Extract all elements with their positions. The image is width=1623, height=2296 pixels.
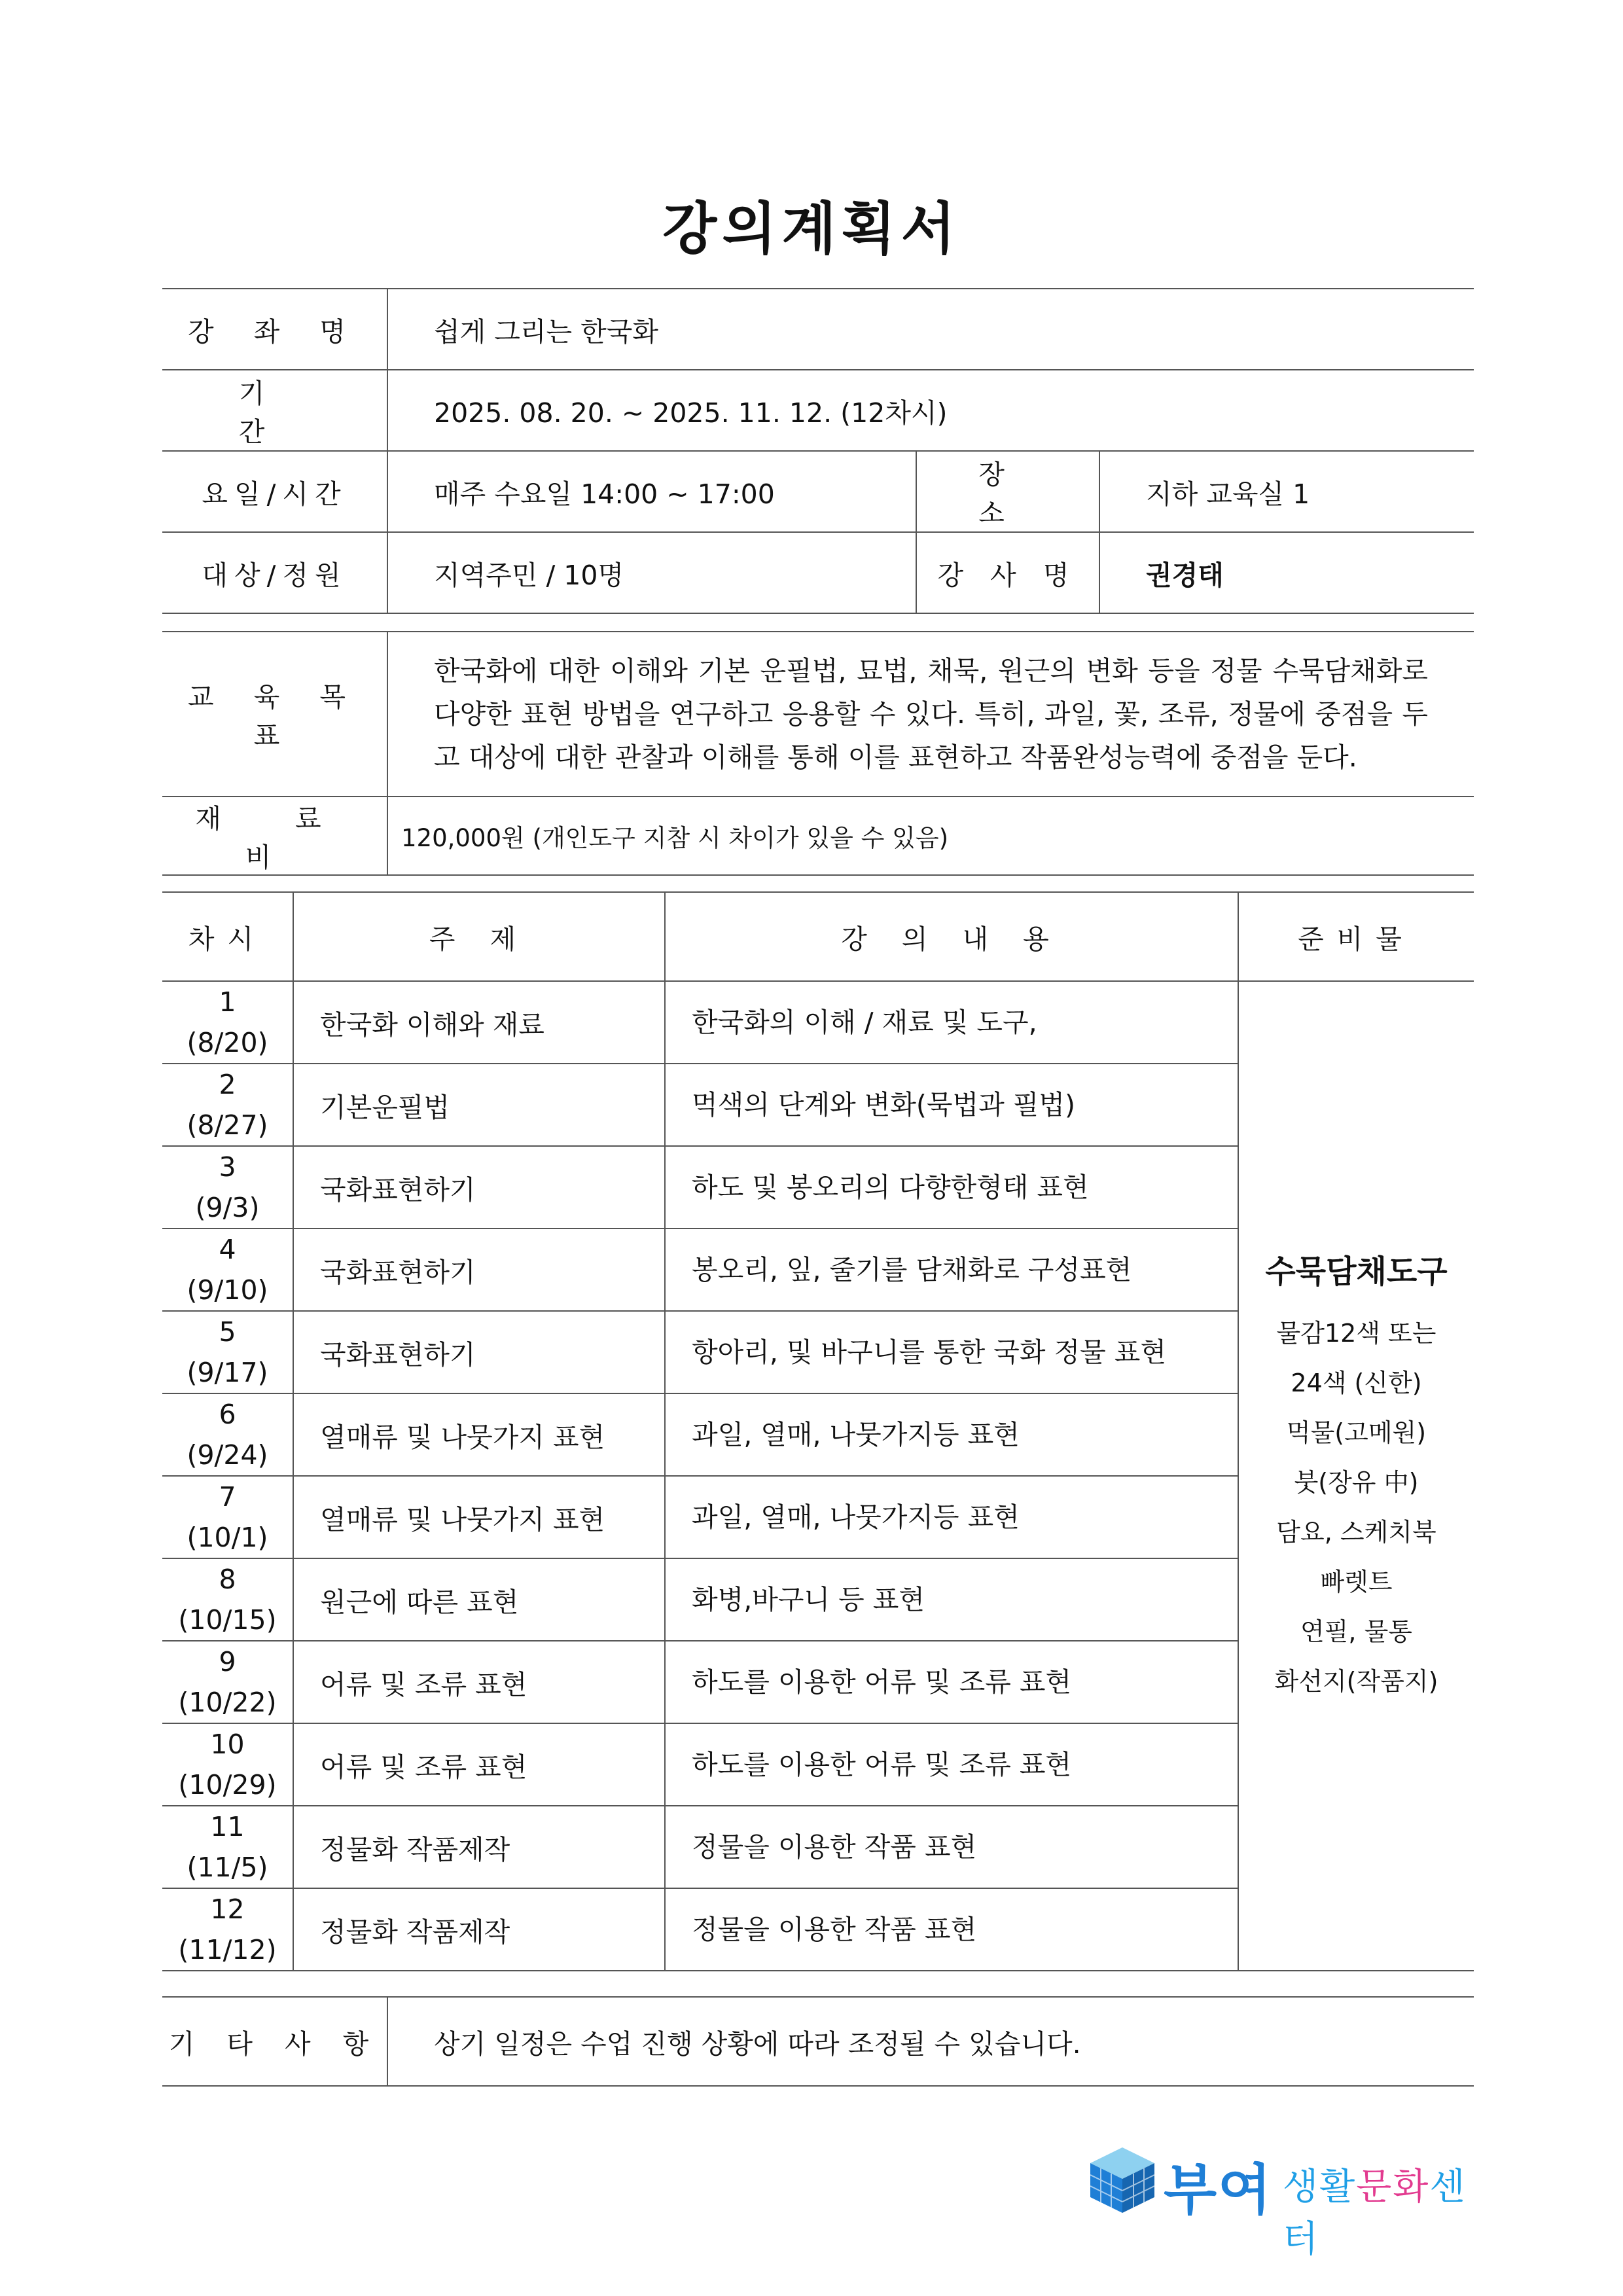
session-topic: 열매류 및 나뭇가지 표현 xyxy=(293,1476,665,1558)
prep-item: 연필, 물통 xyxy=(1300,1617,1412,1646)
session-no: 6 (9/24) xyxy=(162,1393,293,1476)
session-no: 3 (9/3) xyxy=(162,1146,293,1229)
session-topic: 국화표현하기 xyxy=(293,1311,665,1393)
place-label: 장 소 xyxy=(916,451,1099,532)
period-value: 2025. 08. 20. ~ 2025. 11. 12. (12차시) xyxy=(387,370,1474,451)
session-no: 10 (10/29) xyxy=(162,1723,293,1806)
course-label: 강 좌 명 xyxy=(162,289,387,370)
session-no: 2 (8/27) xyxy=(162,1064,293,1146)
goal-table xyxy=(162,631,1474,876)
target-label: 대상/정원 xyxy=(162,532,387,613)
course-name: 쉽게 그리는 한국화 xyxy=(387,289,1474,370)
goal-text: 한국화에 대한 이해와 기본 운필법, 묘법, 채묵, 원근의 변화 등을 정물 수묵담채화로 다양한 표현 방법을 연구하고 응용할 수 있다. 특히, 과일, 꽃, 조류, 정물에 중점을 두고 대상에 대한 관찰과 이해를 통해 이를 표현하고 작품완성능력에 중점을 둔다. xyxy=(387,632,1474,797)
session-no: 12 (11/12) xyxy=(162,1888,293,1971)
session-content: 항아리, 및 바구니를 통한 국화 정물 표현 xyxy=(665,1311,1238,1393)
session-no: 9 (10/22) xyxy=(162,1641,293,1723)
etc-note: 상기 일정은 수업 진행 상황에 따라 조정될 수 있습니다. xyxy=(387,1997,1474,2086)
prep-item: 붓(장유 中) xyxy=(1294,1467,1419,1497)
target-value: 지역주민 / 10명 xyxy=(387,532,916,613)
header-topic: 주 제 xyxy=(293,892,665,981)
schedule-table xyxy=(162,891,1474,1971)
place-value: 지하 교육실 1 xyxy=(1099,451,1474,532)
session-topic: 어류 및 조류 표현 xyxy=(293,1723,665,1806)
session-no: 4 (9/10) xyxy=(162,1229,293,1311)
table-row xyxy=(162,981,1474,1064)
material-label: 재 료 비 xyxy=(162,797,387,875)
session-content: 과일, 열매, 나뭇가지등 표현 xyxy=(665,1393,1238,1476)
session-topic: 국화표현하기 xyxy=(293,1146,665,1229)
prep-item: 빠렛트 xyxy=(1320,1567,1393,1596)
teacher-label: 강 사 명 xyxy=(916,532,1099,613)
session-topic: 국화표현하기 xyxy=(293,1229,665,1311)
session-content: 정물을 이용한 작품 표현 xyxy=(665,1888,1238,1971)
session-content: 하도를 이용한 어류 및 조류 표현 xyxy=(665,1641,1238,1723)
cube-logo-icon xyxy=(1086,2144,1158,2215)
course-info-table xyxy=(162,288,1474,614)
document-title: 강의계획서 xyxy=(662,196,961,262)
prep-item: 24색 (신한) xyxy=(1291,1368,1422,1397)
session-no: 7 (10/1) xyxy=(162,1476,293,1558)
etc-table xyxy=(162,1996,1474,2087)
header-prep: 준비물 xyxy=(1238,892,1474,981)
session-content: 하도 및 봉오리의 다향한형태 표현 xyxy=(665,1146,1238,1229)
prep-item: 물감12색 또는 xyxy=(1276,1318,1436,1348)
logo-brand: 부여 xyxy=(1164,2158,1273,2222)
time-label: 요일/시간 xyxy=(162,451,387,532)
prep-item: 담요, 스케치북 xyxy=(1276,1517,1436,1547)
session-content: 화병,바구니 등 표현 xyxy=(665,1558,1238,1641)
session-no: 8 (10/15) xyxy=(162,1558,293,1641)
session-no: 11 (11/5) xyxy=(162,1806,293,1888)
session-content: 하도를 이용한 어류 및 조류 표현 xyxy=(665,1723,1238,1806)
goal-label: 교 육 목 표 xyxy=(162,632,387,797)
prep-list xyxy=(1238,981,1474,1971)
session-content: 한국화의 이해 / 재료 및 도구, xyxy=(665,981,1238,1064)
session-topic: 한국화 이해와 재료 xyxy=(293,981,665,1064)
session-topic: 정물화 작품제작 xyxy=(293,1888,665,1971)
session-content: 먹색의 단계와 변화(묵법과 필법) xyxy=(665,1064,1238,1146)
session-content: 과일, 열매, 나뭇가지등 표현 xyxy=(665,1476,1238,1558)
session-content: 봉오리, 잎, 줄기를 담채화로 구성표현 xyxy=(665,1229,1238,1311)
session-topic: 기본운필법 xyxy=(293,1064,665,1146)
etc-label: 기 타 사 항 xyxy=(162,1997,387,2086)
session-topic: 원근에 따른 표현 xyxy=(293,1558,665,1641)
prep-heading: 수묵담채도구 xyxy=(1265,1253,1448,1290)
session-topic: 정물화 작품제작 xyxy=(293,1806,665,1888)
center-logo xyxy=(1086,2144,1479,2261)
prep-item: 화선지(작품지) xyxy=(1274,1666,1438,1696)
header-no: 차시 xyxy=(162,892,293,981)
session-no: 1 (8/20) xyxy=(162,981,293,1064)
session-topic: 어류 및 조류 표현 xyxy=(293,1641,665,1723)
prep-item: 먹물(고메원) xyxy=(1286,1418,1427,1447)
period-label: 기 간 xyxy=(162,370,387,451)
logo-subtitle: 생활문화센터 xyxy=(1283,2166,1467,2261)
session-content: 정물을 이용한 작품 표현 xyxy=(665,1806,1238,1888)
session-no: 5 (9/17) xyxy=(162,1311,293,1393)
time-value: 매주 수요일 14:00 ~ 17:00 xyxy=(387,451,916,532)
teacher-name: 권경태 xyxy=(1099,532,1474,613)
header-content: 강 의 내 용 xyxy=(665,892,1238,981)
session-topic: 열매류 및 나뭇가지 표현 xyxy=(293,1393,665,1476)
material-cost: 120,000원 (개인도구 지참 시 차이가 있을 수 있음) xyxy=(387,797,1474,875)
